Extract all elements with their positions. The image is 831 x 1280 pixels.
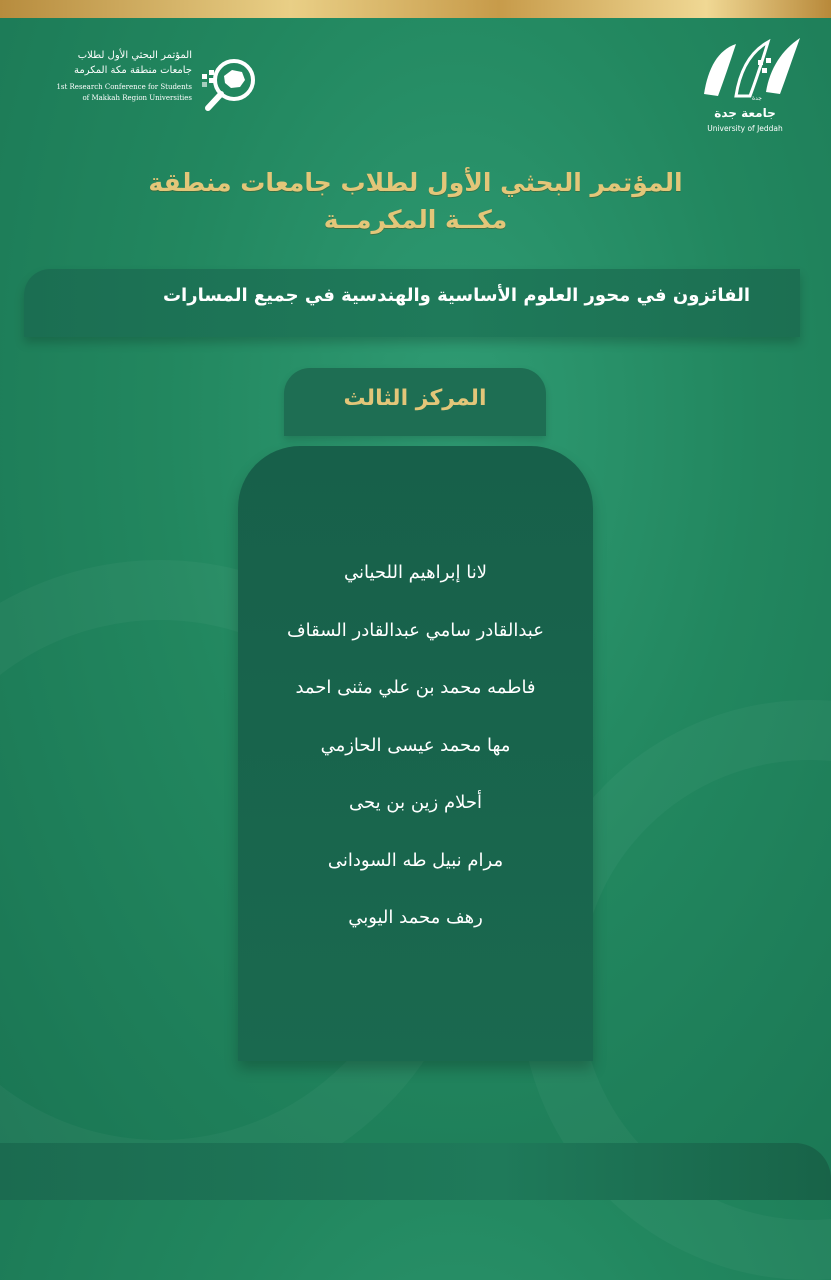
winner-name: مرام نبيل طه السودانى: [327, 849, 504, 871]
category-banner: [24, 269, 800, 337]
university-arabic-name: جامعة جدة: [714, 106, 776, 120]
winner-name: لانا إبراهيم اللحياني: [343, 562, 488, 583]
page-title-line2: مكــة المكرمــة: [323, 205, 508, 234]
university-of-jeddah-emblem-icon: [696, 32, 806, 104]
bottom-bar: [0, 1143, 831, 1200]
saudi-map-magnifier-icon: [198, 54, 262, 118]
winner-name: أحلام زين بن يحى: [349, 792, 482, 813]
conference-logo-english-line2: of Makkah Region Universities: [82, 94, 192, 102]
emblem-small-text: جدة: [752, 95, 763, 102]
conference-logo-arabic-line1: المؤتمر البحثي الأول لطلاب: [77, 50, 192, 61]
place-tab: [284, 368, 546, 436]
conference-logo-english-line1: 1st Research Conference for Students: [56, 83, 192, 91]
conference-logo-arabic-line2: جامعات منطقة مكة المكرمة: [73, 65, 192, 76]
winner-name: فاطمه محمد بن علي مثنى احمد: [295, 677, 536, 698]
winner-name: مها محمد عيسى الحازمي: [320, 734, 511, 756]
winners-card: [238, 446, 593, 1061]
university-logo: [690, 32, 810, 137]
winners-list: [238, 562, 593, 965]
winner-name: عبدالقادر سامي عبدالقادر السقاف: [287, 619, 544, 641]
page-title-line1: المؤتمر البحثي الأول لطلاب جامعات منطقة: [148, 168, 683, 197]
winner-name: رهف محمد اليوبي: [348, 907, 483, 928]
university-english-name: University of Jeddah: [707, 124, 783, 133]
conference-logo: [40, 48, 270, 118]
category-banner-text: الفائزون في محور العلوم الأساسية والهندسية في جميع المسارات: [162, 285, 750, 306]
place-label: المركز الثالث: [343, 386, 487, 411]
top-gold-stripe: [0, 0, 831, 18]
